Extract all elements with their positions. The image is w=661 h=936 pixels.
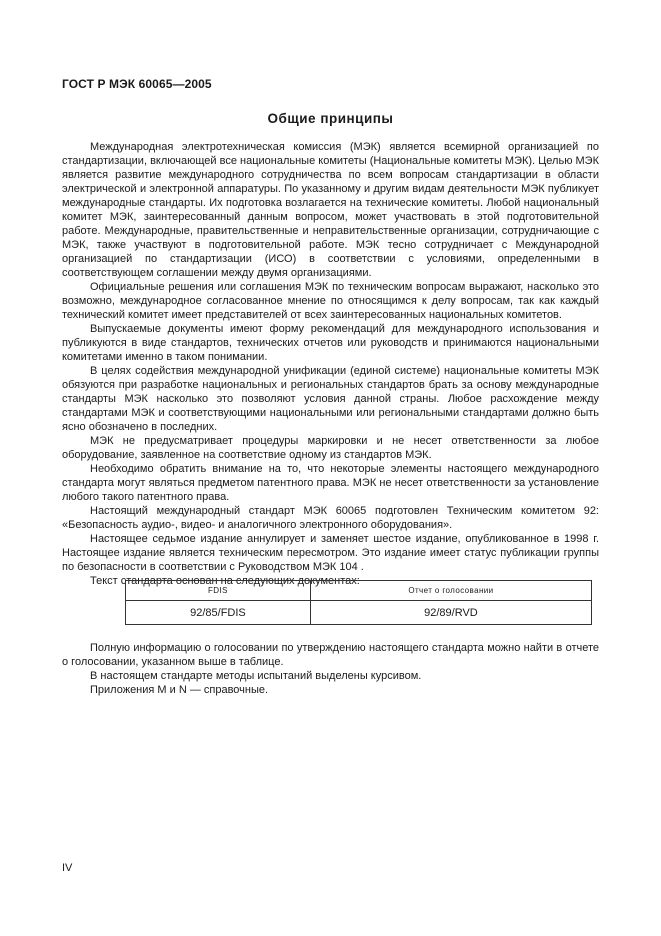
body-text — [62, 140, 599, 588]
paragraph: В настоящем стандарте методы испытаний выделены курсивом. — [90, 670, 422, 682]
paragraph: Официальные решения или соглашения МЭК по техническим вопросам выражают, насколько это возможно, международное согласованное мнение по относящимся к делу вопросам, так как каждый технический комитет имеет представителей от всех заинтересованных национальных комитетов. — [62, 281, 599, 321]
table-header-fdis: FDIS — [126, 581, 311, 601]
voting-documents-table — [125, 580, 592, 625]
paragraph: Выпускаемые документы имеют форму рекомендаций для международного использования и публикуются в виде стандартов, технических отчетов или руководств и принимаются национальными комитетами именно в таком понимании. — [62, 323, 599, 363]
paragraph: Необходимо обратить внимание на то, что некоторые элементы настоящего международного стандарта могут являться предметом патентного права. МЭК не несет ответственности за установление любого такого патентного права. — [62, 463, 599, 503]
table-header-voting-report: Отчет о голосовании — [310, 581, 591, 601]
paragraph: МЭК не предусматривает процедуры маркировки и не несет ответственности за любое оборудование, заявленное на соответствие одному из стандартов МЭК. — [62, 435, 599, 461]
page-number: IV — [62, 862, 73, 874]
section-title: Общие принципы — [267, 111, 394, 126]
table-cell-rvd: 92/89/RVD — [310, 601, 591, 625]
paragraph: В целях содействия международной унификации (единой системе) национальные комитеты МЭК обязуются при разработке национальных и региональных стандартов брать за основу международные стандарты МЭК насколько это позволяют условия данной страны. Любое расхождение между стандартами МЭК и соответствующими национальными или региональными стандартами должно быть ясно обозначено в последних. — [62, 365, 599, 433]
paragraph: Международная электротехническая комиссия (МЭК) является всемирной организацией по стандартизации, включающей все национальные комитеты (Национальные комитеты МЭК). Целью МЭК является развитие международного сотрудничества по всем вопросам стандартизации в области электрической и электронной аппаратуры. По указанному и другим видам деятельности МЭК публикует международные стандарты. Их подготовка возлагается на технические комитеты. Любой национальный комитет МЭК, заинтересованный данным вопросом, может участвовать в этой подготовительной работе. Международные, правительственные и неправительственные организации, сотрудничающие с МЭК, также участвуют в подготовительной работе. МЭК тесно сотрудничает с Международной организацией по стандартизации (ИСО) в соответствии с условиями, определенными в соответствующем соглашении между двумя организациями. — [62, 141, 599, 279]
page-header: ГОСТ Р МЭК 60065—2005 — [62, 77, 212, 91]
table-row — [126, 601, 592, 625]
paragraph: Текст стандарта основан на следующих документах: — [90, 575, 360, 587]
paragraph: Приложения M и N — справочные. — [90, 684, 269, 696]
paragraph: Настоящее седьмое издание аннулирует и заменяет шестое издание, опубликованное в 1998 г. Настоящее издание является техническим пересмотром. Это издание имеет статус публикации группы по безопасности в соответствии с Руководством МЭК 104 . — [62, 533, 599, 573]
table-header-row — [126, 581, 592, 601]
paragraph: Настоящий международный стандарт МЭК 60065 подготовлен Техническим комитетом 92: «Безопасность аудио-, видео- и аналогичного электронного оборудования». — [62, 505, 599, 531]
table-cell-fdis: 92/85/FDIS — [126, 601, 311, 625]
body-text-after-table — [62, 641, 599, 697]
paragraph: Полную информацию о голосовании по утверждению настоящего стандарта можно найти в отчете о голосовании, указанном выше в таблице. — [62, 642, 599, 668]
